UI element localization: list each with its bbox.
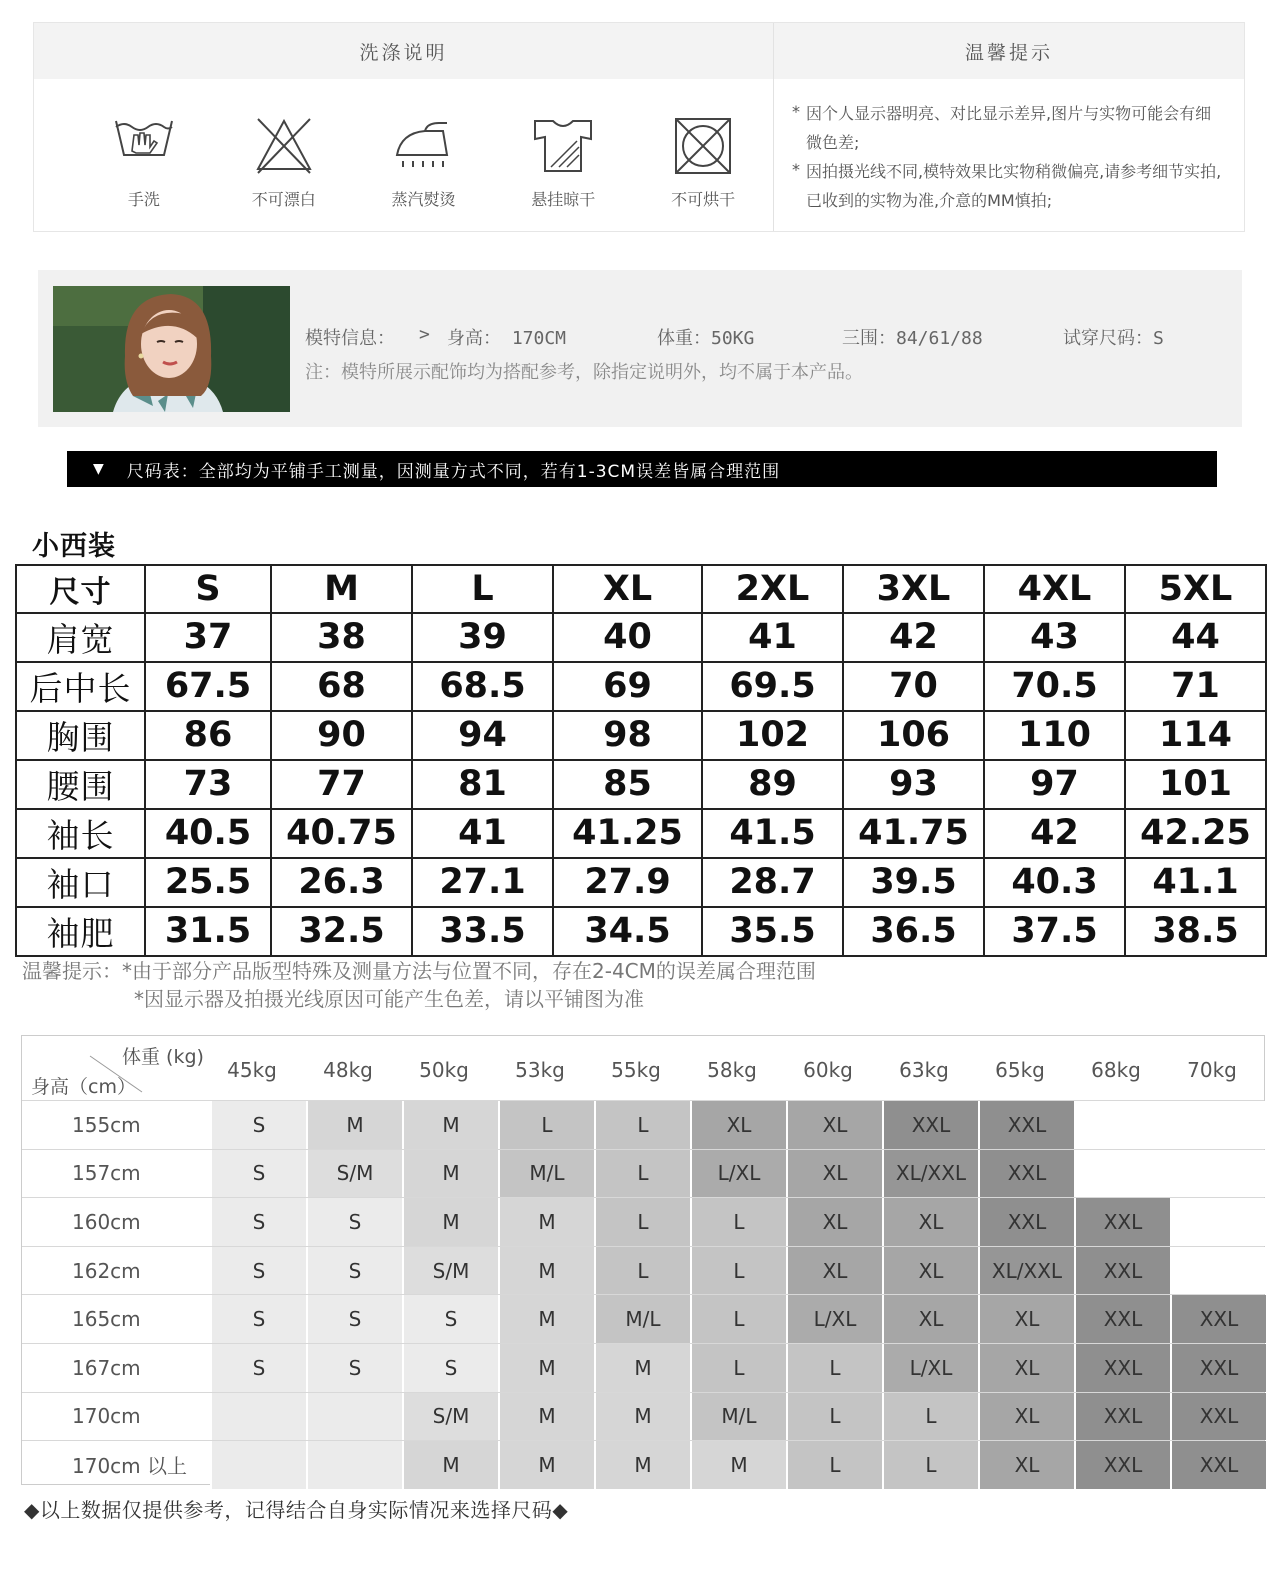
model-size: 试穿尺码：S (1063, 328, 1164, 349)
size-header: M (271, 565, 412, 613)
measure-value: 114 (1125, 711, 1266, 760)
footnote: ◆以上数据仅提供参考，记得结合自身实际情况来选择尺码◆ (24, 1498, 569, 1522)
size-recommend-cell: M (498, 1441, 594, 1489)
measure-value: 94 (412, 711, 553, 760)
size-recommend-cell: M (594, 1393, 690, 1441)
height-label: 160cm (72, 1209, 141, 1234)
size-recommend-cell: XL (882, 1198, 978, 1246)
size-recommend-cell: XL (882, 1247, 978, 1295)
size-recommend-cell: L/XL (786, 1295, 882, 1343)
size-recommend-cell: M (306, 1101, 402, 1149)
measure-value: 44 (1125, 613, 1266, 662)
size-table (15, 564, 1267, 957)
recommend-row (22, 1440, 1264, 1489)
warm-tip-line: *因显示器及拍摄光线原因可能产生色差，请以平铺图为准 (134, 987, 644, 1011)
weight-col-header: 70kg (1187, 1058, 1237, 1082)
measure-value: 68.5 (412, 662, 553, 711)
measure-value: 37.5 (984, 907, 1125, 956)
size-header: L (412, 565, 553, 613)
size-recommend-cell: XXL (1074, 1393, 1170, 1441)
size-recommend-cell: XL (786, 1150, 882, 1198)
size-recommend-cell: L (786, 1344, 882, 1392)
measure-value: 71 (1125, 662, 1266, 711)
measure-value: 40 (553, 613, 702, 662)
size-recommend-cell: XXL (1074, 1247, 1170, 1295)
size-recommend-cell: L (882, 1393, 978, 1441)
measure-label: 袖长 (16, 809, 145, 858)
size-recommend-cell: M (498, 1393, 594, 1441)
hang-dry-icon (531, 115, 595, 177)
size-row (16, 858, 1266, 907)
model-info-label: 模特信息： (305, 328, 395, 349)
measure-value: 27.9 (553, 858, 702, 907)
size-recommend-cell: S (306, 1247, 402, 1295)
measure-value: 40.5 (145, 809, 271, 858)
measure-label: 后中长 (16, 662, 145, 711)
size-recommend-cell: XXL (1170, 1441, 1266, 1489)
size-header: 4XL (984, 565, 1125, 613)
warm-tip-line: 温馨提示：*由于部分产品版型特殊及测量方法与位置不同，存在2-4CM的误差属合理范围 (22, 959, 816, 983)
size-recommend-cell: XL (786, 1101, 882, 1149)
size-recommend-cell: S (210, 1198, 306, 1246)
size-recommend-cell (306, 1441, 402, 1489)
size-header: 2XL (702, 565, 843, 613)
size-recommend-cell: M (690, 1441, 786, 1489)
size-recommend-cell: L (690, 1198, 786, 1246)
size-recommend-cell: L (594, 1247, 690, 1295)
measure-value: 38 (271, 613, 412, 662)
size-recommend-cell: S (306, 1198, 402, 1246)
size-recommend-cell (210, 1393, 306, 1441)
size-recommend-cell: M (402, 1101, 498, 1149)
weight-col-header: 48kg (323, 1058, 373, 1082)
washing-title: 洗涤说明 (34, 23, 774, 79)
measure-value: 34.5 (553, 907, 702, 956)
recommend-row (22, 1294, 1264, 1343)
size-recommend-cell: XXL (1170, 1344, 1266, 1392)
care-icons (34, 79, 774, 231)
size-recommend-cell: M (498, 1295, 594, 1343)
care-section (33, 22, 1245, 232)
height-header: 身高（cm） (31, 1076, 136, 1098)
size-recommend-cell: L (786, 1393, 882, 1441)
care-label: 手洗 (127, 190, 160, 209)
size-recommend-cell (1170, 1198, 1266, 1246)
size-recommend-cell: M (402, 1150, 498, 1198)
care-tips (774, 79, 1244, 231)
care-item-steam-iron (354, 115, 494, 231)
measure-value: 101 (1125, 760, 1266, 809)
size-recommend-cell: L/XL (882, 1344, 978, 1392)
measure-value: 68 (271, 662, 412, 711)
size-recommend-cell: XL (786, 1247, 882, 1295)
measure-value: 41.1 (1125, 858, 1266, 907)
size-recommend-cell: M (402, 1441, 498, 1489)
measure-value: 42.25 (1125, 809, 1266, 858)
care-label: 不可漂白 (251, 190, 316, 209)
size-recommendation-table (21, 1035, 1265, 1485)
size-recommend-cell: S (210, 1295, 306, 1343)
size-recommend-cell: L (594, 1150, 690, 1198)
hand-wash-icon (112, 115, 176, 177)
measure-value: 93 (843, 760, 984, 809)
size-recommend-cell: L (594, 1101, 690, 1149)
measure-value: 70 (843, 662, 984, 711)
size-header: XL (553, 565, 702, 613)
size-row (16, 907, 1266, 956)
care-label: 悬挂晾干 (531, 190, 596, 209)
size-recommend-cell: M (594, 1344, 690, 1392)
measure-value: 28.7 (702, 858, 843, 907)
size-recommend-cell: XXL (1074, 1441, 1170, 1489)
size-row (16, 662, 1266, 711)
weight-col-header: 58kg (707, 1058, 757, 1082)
no-tumble-dry-icon (671, 115, 735, 177)
corner-header (22, 1036, 210, 1100)
size-header: 3XL (843, 565, 984, 613)
size-recommend-cell: XL (978, 1441, 1074, 1489)
height-label: 165cm (72, 1307, 141, 1332)
measure-label: 肩宽 (16, 613, 145, 662)
measure-value: 81 (412, 760, 553, 809)
size-recommend-cell: M/L (594, 1295, 690, 1343)
recommend-row (22, 1100, 1264, 1149)
measure-value: 73 (145, 760, 271, 809)
measure-value: 39.5 (843, 858, 984, 907)
size-recommend-cell (306, 1393, 402, 1441)
size-banner (67, 451, 1217, 487)
size-recommend-cell: XL (978, 1393, 1074, 1441)
measure-value: 86 (145, 711, 271, 760)
size-corner: 尺寸 (16, 565, 145, 613)
size-row (16, 711, 1266, 760)
recommend-row (22, 1197, 1264, 1246)
size-recommend-cell: XXL (1170, 1295, 1266, 1343)
weight-header: 体重 (kg) (122, 1046, 204, 1068)
size-recommend-cell (1170, 1150, 1266, 1198)
size-recommend-cell: S (402, 1344, 498, 1392)
size-recommend-cell: XL/XXL (882, 1150, 978, 1198)
measure-label: 腰围 (16, 760, 145, 809)
measure-value: 40.3 (984, 858, 1125, 907)
care-header (34, 23, 1244, 79)
size-recommend-cell: S/M (402, 1393, 498, 1441)
measure-value: 38.5 (1125, 907, 1266, 956)
measure-value: 69 (553, 662, 702, 711)
size-recommend-cell: XXL (1074, 1295, 1170, 1343)
size-header: 5XL (1125, 565, 1266, 613)
height-label: 157cm (72, 1161, 141, 1186)
size-recommend-cell: S (210, 1150, 306, 1198)
measure-label: 袖口 (16, 858, 145, 907)
measure-value: 32.5 (271, 907, 412, 956)
weight-col-header: 45kg (227, 1058, 277, 1082)
model-height: 身高： 170CM (447, 328, 567, 349)
measure-value: 97 (984, 760, 1125, 809)
size-recommend-cell (1170, 1247, 1266, 1295)
care-item-no-tumble-dry (633, 115, 773, 231)
size-recommend-cell: S (306, 1295, 402, 1343)
measure-value: 89 (702, 760, 843, 809)
measure-value: 35.5 (702, 907, 843, 956)
measure-value: 41.25 (553, 809, 702, 858)
size-recommend-cell: S/M (306, 1150, 402, 1198)
size-recommend-cell: M (594, 1441, 690, 1489)
size-recommend-cell (1074, 1101, 1170, 1149)
measure-value: 98 (553, 711, 702, 760)
tip-item: * 因个人显示器明亮、对比显示差异,图片与实物可能会有细微色差; (792, 99, 1224, 157)
model-weight: 体重：50KG (657, 328, 755, 349)
model-photo (53, 286, 290, 412)
size-recommend-cell: L (498, 1101, 594, 1149)
measure-value: 39 (412, 613, 553, 662)
size-recommend-cell: M (498, 1198, 594, 1246)
care-item-hand-wash (74, 115, 214, 231)
size-recommend-cell: S (402, 1295, 498, 1343)
measure-value: 67.5 (145, 662, 271, 711)
size-recommend-cell: L (882, 1441, 978, 1489)
measure-value: 26.3 (271, 858, 412, 907)
tip-item: * 因拍摄光线不同,模特效果比实物稍微偏亮,请参考细节实拍,已收到的实物为准,介意的MM慎拍; (792, 157, 1224, 215)
measure-value: 36.5 (843, 907, 984, 956)
size-recommend-cell: XXL (1074, 1198, 1170, 1246)
size-recommend-cell: L (594, 1198, 690, 1246)
size-recommend-cell: XL/XXL (978, 1247, 1074, 1295)
recommend-header (22, 1036, 1264, 1100)
measure-value: 106 (843, 711, 984, 760)
size-recommend-cell: L (690, 1295, 786, 1343)
size-recommend-cell: XXL (882, 1101, 978, 1149)
measure-value: 37 (145, 613, 271, 662)
measure-value: 31.5 (145, 907, 271, 956)
measure-value: 70.5 (984, 662, 1125, 711)
size-recommend-cell: L/XL (690, 1150, 786, 1198)
size-recommend-cell: XL (786, 1198, 882, 1246)
size-recommend-cell: XXL (978, 1150, 1074, 1198)
height-label: 170cm (72, 1404, 141, 1429)
size-header-row (16, 565, 1266, 613)
model-arrow: > (419, 324, 430, 345)
banner-text: 尺码表：全部均为平铺手工测量，因测量方式不同，若有1-3CM误差皆属合理范围 (126, 461, 781, 482)
size-recommend-cell: XXL (1170, 1393, 1266, 1441)
measure-label: 袖肥 (16, 907, 145, 956)
model-bust: 三围：84/61/88 (842, 328, 983, 349)
measure-value: 85 (553, 760, 702, 809)
model-note: 注：模特所展示配饰均为搭配参考，除指定说明外，均不属于本产品。 (305, 362, 863, 383)
steam-iron-icon (391, 115, 455, 177)
measure-value: 27.1 (412, 858, 553, 907)
size-recommend-cell: L (690, 1344, 786, 1392)
size-recommend-cell: XL (690, 1101, 786, 1149)
care-item-hang-dry (493, 115, 633, 231)
size-row (16, 613, 1266, 662)
size-recommend-cell: XL (978, 1295, 1074, 1343)
measure-label: 胸围 (16, 711, 145, 760)
size-recommend-cell: M (498, 1344, 594, 1392)
care-item-no-bleach (214, 115, 354, 231)
height-label: 170cm 以上 (72, 1454, 188, 1479)
weight-col-header: 60kg (803, 1058, 853, 1082)
measure-value: 102 (702, 711, 843, 760)
size-recommend-cell: S (210, 1247, 306, 1295)
measure-value: 77 (271, 760, 412, 809)
size-recommend-cell: L (786, 1441, 882, 1489)
size-table-title: 小西装 (32, 531, 116, 562)
measure-value: 43 (984, 613, 1125, 662)
size-recommend-cell: XL (882, 1295, 978, 1343)
size-recommend-cell: L (690, 1247, 786, 1295)
measure-value: 40.75 (271, 809, 412, 858)
size-recommend-cell: M/L (690, 1393, 786, 1441)
size-header: S (145, 565, 271, 613)
measure-value: 42 (843, 613, 984, 662)
recommend-row (22, 1392, 1264, 1441)
tips-title: 温馨提示 (964, 41, 1053, 64)
measure-value: 110 (984, 711, 1125, 760)
weight-col-header: 68kg (1091, 1058, 1141, 1082)
recommend-row (22, 1246, 1264, 1295)
no-bleach-icon (252, 115, 316, 177)
weight-col-header: 63kg (899, 1058, 949, 1082)
size-recommend-cell: S (210, 1344, 306, 1392)
size-recommend-cell: M (498, 1247, 594, 1295)
weight-col-header: 55kg (611, 1058, 661, 1082)
measure-value: 69.5 (702, 662, 843, 711)
model-info-section (38, 270, 1242, 427)
size-recommend-cell: S/M (402, 1247, 498, 1295)
measure-value: 25.5 (145, 858, 271, 907)
height-label: 167cm (72, 1355, 141, 1380)
recommend-row (22, 1149, 1264, 1198)
measure-value: 41 (702, 613, 843, 662)
care-label: 蒸汽熨烫 (391, 190, 456, 209)
size-recommend-cell (1074, 1150, 1170, 1198)
size-recommend-cell (210, 1441, 306, 1489)
size-row (16, 809, 1266, 858)
warm-tips (22, 957, 816, 1013)
size-recommend-cell: XXL (1074, 1344, 1170, 1392)
size-recommend-cell: S (306, 1344, 402, 1392)
weight-col-header: 50kg (419, 1058, 469, 1082)
measure-value: 41.5 (702, 809, 843, 858)
height-label: 155cm (72, 1112, 141, 1137)
weight-col-header: 53kg (515, 1058, 565, 1082)
measure-value: 33.5 (412, 907, 553, 956)
measure-value: 42 (984, 809, 1125, 858)
care-label: 不可烘干 (671, 190, 736, 209)
weight-col-header: 65kg (995, 1058, 1045, 1082)
size-recommend-cell: S (210, 1101, 306, 1149)
triangle-down-icon: ▼ (93, 461, 105, 477)
measure-value: 90 (271, 711, 412, 760)
size-recommend-cell: M (402, 1198, 498, 1246)
measure-value: 41 (412, 809, 553, 858)
recommend-row (22, 1343, 1264, 1392)
size-recommend-cell: XL (978, 1344, 1074, 1392)
size-recommend-cell (1170, 1101, 1266, 1149)
measure-value: 41.75 (843, 809, 984, 858)
size-recommend-cell: XXL (978, 1101, 1074, 1149)
size-recommend-cell: M/L (498, 1150, 594, 1198)
size-recommend-cell: XXL (978, 1198, 1074, 1246)
size-row (16, 760, 1266, 809)
height-label: 162cm (72, 1258, 141, 1283)
